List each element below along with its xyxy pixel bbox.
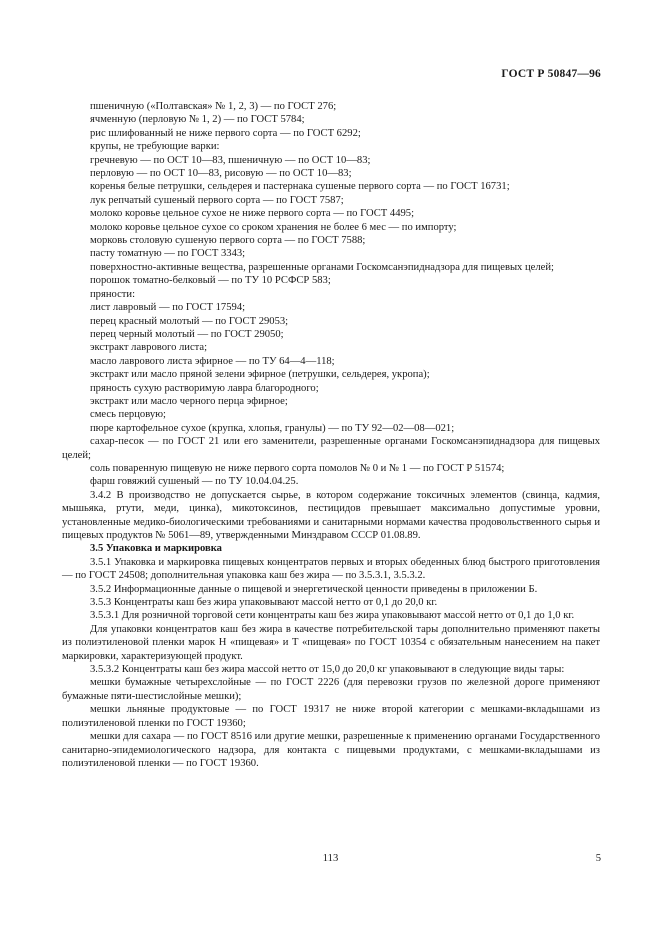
paragraph: мешки бумажные четырехслойные — по ГОСТ 2226 (для перевозки грузов по железной дороге применяют бумажные пяти-шестислойные мешки); — [62, 677, 600, 702]
paragraph: 3.5.3.2 Концентраты каш без жира массой нетто от 15,0 до 20,0 кг упаковывают в следующие виды тары: — [90, 664, 565, 676]
paragraph: перец красный молотый — по ГОСТ 29053; — [90, 315, 289, 327]
paragraph: молоко коровье цельное сухое не ниже первого сорта — по ГОСТ 4495; — [90, 208, 415, 220]
paragraph: перловую — по ОСТ 10—83, рисовую — по ОСТ 10—83; — [90, 168, 352, 180]
paragraph: лист лавровый — по ГОСТ 17594; — [90, 302, 246, 314]
paragraph: крупы, не требующие варки: — [90, 141, 220, 153]
paragraph: фарш говяжий сушеный — по ТУ 10.04.04.25. — [90, 476, 299, 488]
paragraph: пряности: — [90, 288, 136, 300]
paragraph: пюре картофельное сухое (крупка, хлопья, гранулы) — по ТУ 92—02—08—021; — [90, 422, 455, 434]
paragraph: порошок томатно-белковый — по ТУ 10 РСФСР 583; — [90, 275, 331, 287]
paragraph: экстракт лаврового листа; — [90, 342, 208, 354]
paragraph: 3.5.3.1 Для розничной торговой сети концентраты каш без жира упаковывают массой нетто от 0,1 до 1,0 кг. — [90, 610, 575, 622]
paragraph: рис шлифованный не ниже первого сорта — по ГОСТ 6292; — [90, 127, 361, 139]
paragraph: коренья белые петрушки, сельдерея и пастернака сушеные первого сорта — по ГОСТ 16731; — [90, 181, 510, 193]
document-code: ГОСТ Р 50847—96 — [501, 68, 601, 80]
paragraph: мешки для сахара — по ГОСТ 8516 или другие мешки, разрешенные к применению органами Государственного санитарно-эпидемиологического надзора, для контакта с пищевыми продуктами, с мешками-вкладышами из полиэтиленовой пленки — по ГОСТ 19360. — [62, 731, 600, 769]
paragraph: гречневую — по ОСТ 10—83, пшеничную — по ОСТ 10—83; — [90, 154, 371, 166]
paragraph: экстракт или масло черного перца эфирное; — [90, 395, 288, 407]
paragraph: экстракт или масло пряной зелени эфирное (петрушки, сельдерея, укропа); — [90, 369, 430, 381]
paragraph: 3.5.3 Концентраты каш без жира упаковывают массой нетто от 0,1 до 20,0 кг. — [90, 597, 438, 609]
paragraph: смесь перцовую; — [90, 409, 166, 421]
paragraph: масло лаврового листа эфирное — по ТУ 64—4—118; — [90, 355, 335, 367]
paragraph: соль поваренную пищевую не ниже первого сорта помолов № 0 и № 1 — по ГОСТ Р 51574; — [90, 462, 505, 474]
paragraph: перец черный молотый — по ГОСТ 29050; — [90, 328, 284, 340]
sheet-number: 5 — [595, 853, 601, 864]
paragraph: лук репчатый сушеный первого сорта — по ГОСТ 7587; — [90, 194, 344, 206]
paragraph: ячменную (перловую № 1, 2) — по ГОСТ 5784; — [90, 114, 305, 126]
page-number: 113 — [322, 853, 339, 864]
paragraph: поверхностно-активные вещества, разрешенные органами Госкомсанэпиднадзора для пищевых целей; — [90, 261, 554, 273]
paragraph: пшеничную («Полтавская» № 1, 2, 3) — по ГОСТ 276; — [90, 101, 337, 112]
paragraph: пряность сухую растворимую лавра благородного; — [90, 382, 319, 394]
paragraph: сахар-песок — по ГОСТ 21 или его заменители, разрешенные органами Госкомсанэпиднадзора для пищевых целей; — [62, 436, 600, 461]
paragraph: Для упаковки концентратов каш без жира в качестве потребительской тары дополнительно применяют пакеты из полиэтиленовой пленки марок Н «пищевая» и Т «пищевая» по ГОСТ 10354 с обязательным нанесением на пакет маркировки, характеризующей продукт. — [62, 623, 600, 662]
paragraph: мешки льняные продуктовые — по ГОСТ 19317 не ниже второй категории с мешками-вкладышами из полиэтиленовой пленки по ГОСТ 19360; — [62, 704, 600, 729]
paragraph: молоко коровье цельное сухое со сроком хранения не более 6 мес — по импорту; — [90, 221, 457, 233]
section-heading: 3.5 Упаковка и маркировка — [90, 543, 222, 555]
paragraph: 3.5.2 Информационные данные о пищевой и энергетической ценности приведены в приложении Б. — [90, 583, 538, 595]
paragraph: морковь столовую сушеную первого сорта — по ГОСТ 7588; — [90, 235, 366, 247]
document-body — [62, 100, 600, 770]
paragraph: 3.5.1 Упаковка и маркировка пищевых концентратов первых и вторых обеденных блюд быстрого приготовления — по ГОСТ 24508; дополнительная упаковка каш без жира — по 3.5.3.1, 3.5.3.2. — [62, 556, 600, 582]
paragraph: 3.4.2 В производство не допускается сырье, в котором содержание токсичных элементов (свинца, кадмия, мышьяка, ртути, меди, цинка), микотоксинов, пестицидов превышает максимально допустимые уровни, установленные медико-биологическими требованиями и санитарными нормами качества продовольственного сырья и пищевых продуктов № 5061—89, утвержденными Минздравом СССР 01.08.89. — [62, 489, 600, 541]
paragraph: пасту томатную — по ГОСТ 3343; — [90, 248, 246, 260]
